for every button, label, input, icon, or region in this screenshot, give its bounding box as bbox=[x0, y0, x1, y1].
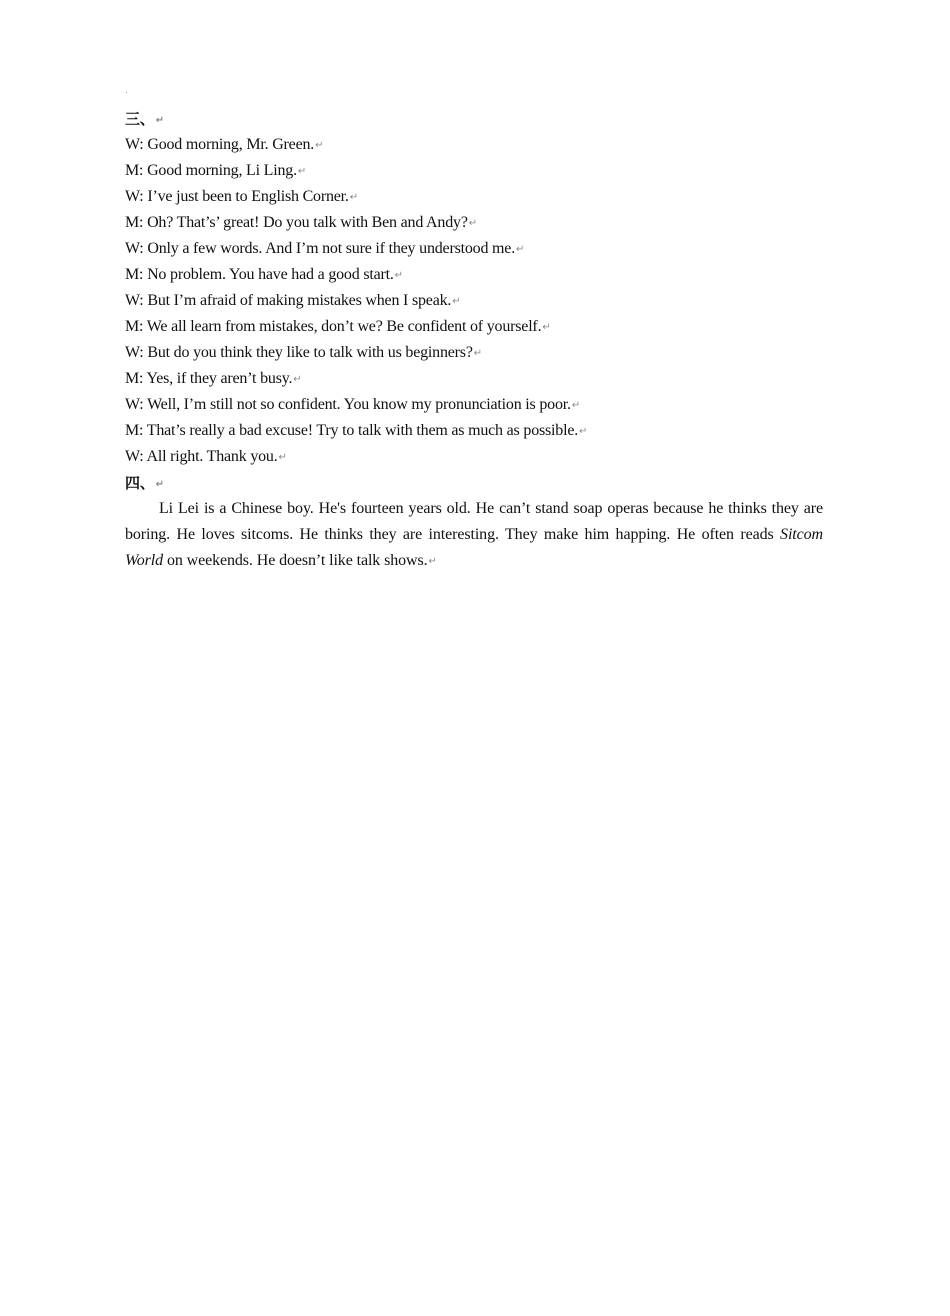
dialogue-line: M: We all learn from mistakes, don’t we? Be confident of yourself.↵ bbox=[125, 318, 551, 335]
paragraph-mark-icon: ↵ bbox=[394, 270, 403, 281]
paragraph-mark-icon: ↵ bbox=[349, 192, 358, 203]
paragraph-mark-icon: ↵ bbox=[293, 374, 302, 385]
dialogue-line: W: But do you think they like to talk with us beginners?↵ bbox=[125, 344, 482, 361]
paragraph-mark-icon: ↵ bbox=[155, 479, 164, 490]
document-page bbox=[125, 106, 823, 575]
dialogue-line: W: Only a few words. And I’m not sure if they understood me.↵ bbox=[125, 240, 525, 257]
magazine-title: Sitcom World bbox=[125, 526, 823, 569]
paragraph-mark-icon: ↵ bbox=[297, 166, 307, 177]
paragraph-mark-icon: ↵ bbox=[473, 348, 482, 359]
dialogue-line: W: I’ve just been to English Corner.↵ bbox=[125, 188, 358, 205]
paragraph-mark-icon: ↵ bbox=[315, 140, 324, 151]
dialogue-line: W: All right. Thank you.↵ bbox=[125, 448, 287, 465]
reading-passage: Li Lei is a Chinese boy. He's fourteen years old. He can’t stand soap operas because he thinks they are boring. He loves sitcoms. He thinks they are interesting. They make him happing. He often reads Sitcom World on weekends. He doesn’t like talk shows.↵ bbox=[125, 500, 823, 569]
section-4-heading: 四、↵ bbox=[125, 474, 164, 492]
dialogue-line: M: Oh? That’s’ great! Do you talk with Ben and Andy?↵ bbox=[125, 214, 477, 231]
dialogue-line: M: That’s really a bad excuse! Try to talk with them as much as possible.↵ bbox=[125, 422, 588, 439]
dialogue-line: M: Yes, if they aren’t busy.↵ bbox=[125, 370, 302, 387]
dialogue-line: W: Good morning, Mr. Green.↵ bbox=[125, 136, 324, 153]
dialogue-line: W: But I’m afraid of making mistakes when I speak.↵ bbox=[125, 292, 461, 309]
paragraph-mark-icon: ↵ bbox=[155, 115, 164, 126]
paragraph-mark-icon: ↵ bbox=[579, 426, 588, 437]
dialogue-line: M: Good morning, Li Ling.↵ bbox=[125, 162, 307, 179]
dialogue-line: W: Well, I’m still not so confident. You know my pronunciation is poor.↵ bbox=[125, 396, 581, 413]
section-3-heading: 三、↵ bbox=[125, 110, 164, 128]
paragraph-mark-icon: ↵ bbox=[278, 452, 287, 463]
paragraph-mark-icon: ↵ bbox=[452, 296, 461, 307]
page-dot bbox=[126, 92, 127, 93]
paragraph-mark-icon: ↵ bbox=[516, 244, 525, 255]
paragraph-mark-icon: ↵ bbox=[428, 556, 437, 567]
dialogue-line: M: No problem. You have had a good start.↵ bbox=[125, 266, 403, 283]
paragraph-mark-icon: ↵ bbox=[571, 400, 581, 411]
paragraph-mark-icon: ↵ bbox=[542, 322, 551, 333]
paragraph-mark-icon: ↵ bbox=[468, 218, 477, 229]
